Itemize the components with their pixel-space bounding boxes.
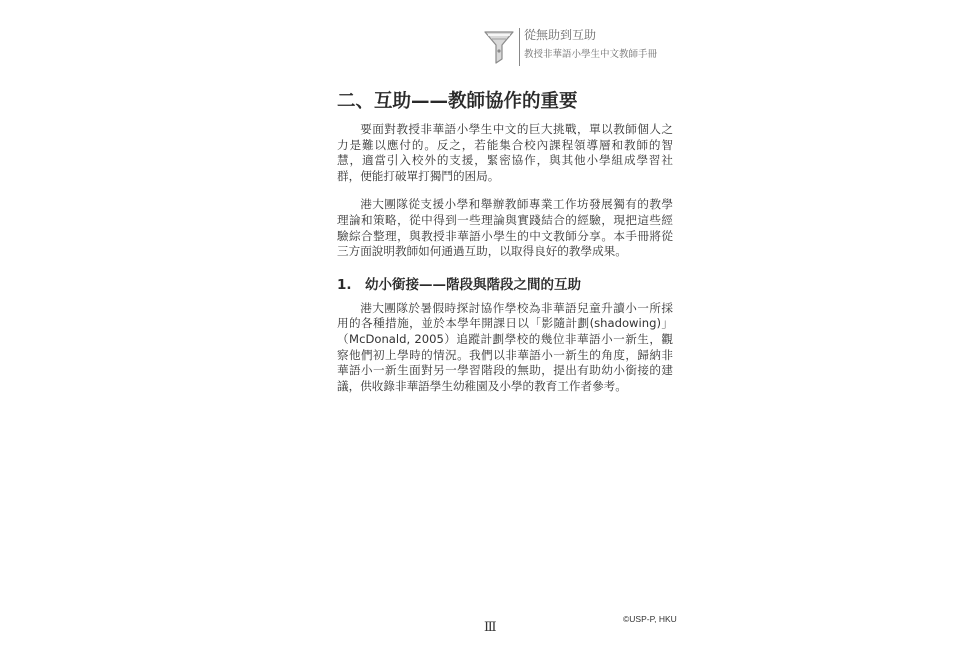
main-content [337, 90, 673, 394]
body-paragraph: 港大團隊於暑假時探討協作學校為非華語兒童升讀小一所採用的各種措施，並於本學年開課日以「影隨計劃(shadowing)」（McDonald, 2005）追蹤計劃學校的幾位非華語小一新生，觀察他們初上學時的情況。我們以非華語小一新生的角度，歸納非華語小一新生面對另一學習階段的無助，提出有助幼小銜接的建議，供收錄非華語學生幼稚園及小學的教育工作者參考。 [337, 300, 673, 393]
series-subtitle: 教授非華語小學生中文教師手冊 [524, 49, 658, 60]
series-title: 從無助到互助 [524, 28, 597, 42]
running-header [482, 26, 657, 66]
body-paragraph: 要面對教授非華語小學生中文的巨大挑戰，單以教師個人之力是難以應付的。反之，若能集合校內課程領導層和教師的智慧，適當引入校外的支援，緊密協作，與其他小學組成學習社群，便能打破單打獨鬥的困局。 [337, 122, 673, 183]
subsection-heading: 幼小銜接——階段與階段之間的互助 [365, 276, 581, 293]
subsection-number: 1. [337, 276, 352, 293]
section-title: 二、互助——教師協作的重要 [337, 91, 578, 112]
header-divider [519, 28, 520, 66]
copyright-notice: ©USP-P, HKU [623, 614, 677, 624]
funnel-logo-icon [482, 26, 516, 66]
body-paragraph: 港大團隊從支援小學和舉辦教師專業工作坊發展獨有的教學理論和策略，從中得到一些理論與實踐結合的經驗，現把這些經驗綜合整理，與教授非華語小學生的中文教師分享。本手冊將從三方面說明教師如何通過互助，以取得良好的教學成果。 [337, 197, 673, 259]
page-number: Ⅲ [484, 620, 497, 635]
subsection-title [337, 277, 673, 294]
